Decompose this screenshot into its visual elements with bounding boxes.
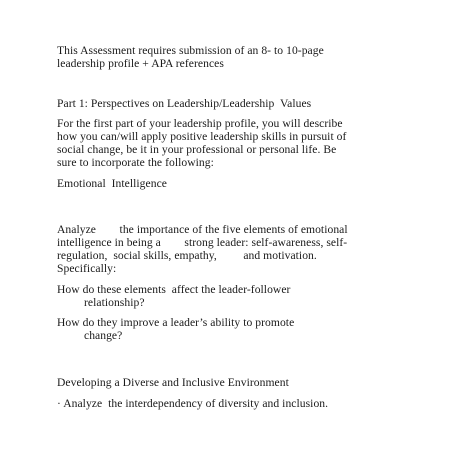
analyze-line-3: regulation, social skills, empathy, and motivation.: [57, 249, 317, 262]
analyze-line-2: intelligence in being a strong leader: self-awareness, self-: [57, 236, 348, 249]
question-1-line-2: relationship?: [84, 296, 145, 309]
emotional-intelligence-heading: Emotional Intelligence: [57, 177, 167, 190]
part1-body-line-1: For the first part of your leadership profile, you will describe: [57, 117, 343, 130]
intro-line-1: This Assessment requires submission of an 8- to 10-page: [57, 44, 324, 57]
question-1-line-1: How do these elements affect the leader-follower: [57, 283, 291, 296]
diversity-heading: Developing a Diverse and Inclusive Environment: [57, 376, 289, 389]
diversity-bullet: · Analyze the interdependency of diversity and inclusion.: [57, 397, 329, 410]
intro-line-2: leadership profile + APA references: [57, 57, 224, 70]
analyze-line-1: Analyze the importance of the five elements of emotional: [57, 223, 348, 236]
part1-body-line-4: sure to incorporate the following:: [57, 156, 214, 169]
part1-body-line-3: social change, be it in your professional or personal life. Be: [57, 143, 337, 156]
part1-body-line-2: how you can/will apply positive leadership skills in pursuit of: [57, 130, 347, 143]
part1-heading: Part 1: Perspectives on Leadership/Leadership Values: [57, 97, 312, 110]
question-2-line-2: change?: [84, 329, 123, 342]
question-2-line-1: How do they improve a leader’s ability to promote: [57, 316, 295, 329]
analyze-line-4: Specifically:: [57, 262, 117, 275]
